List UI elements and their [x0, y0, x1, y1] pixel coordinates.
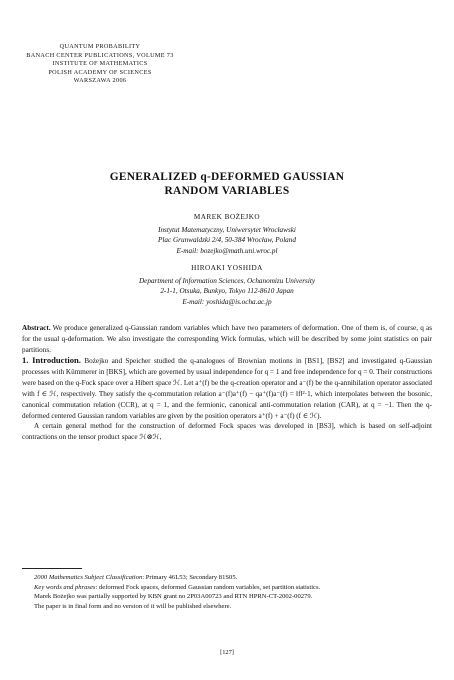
- author-block-1: [0, 212, 454, 256]
- footnote-rule: [22, 568, 82, 569]
- footnote-final: The paper is in final form and no version of it will be published elsewhere.: [34, 602, 232, 610]
- body-paragraph: A certain general method for the construction of deformed Fock spaces was developed in [BS3], which is based on self-adjoint contractions on the tensor product space ℋ⊗ℋ,: [22, 422, 432, 442]
- author-email: E-mail: bozejko@math.uni.wroc.pl: [176, 246, 278, 255]
- author-address: Plac Grunwaldzki 2/4, 50-384 Wrocław, Poland: [158, 236, 296, 245]
- footnote-keywords-text: : deformed Fock spaces, deformed Gaussian random variables, set partition statistics.: [95, 583, 321, 591]
- title-line-1: GENERALIZED q-DEFORMED GAUSSIAN: [109, 171, 345, 183]
- footnotes: [22, 573, 432, 611]
- footnote-msc-label: 2000 Mathematics Subject Classification: [34, 574, 143, 581]
- author-name: MAREK BOŻEJKO: [193, 213, 261, 221]
- paper-title: [0, 170, 454, 198]
- series-line: INSTITUTE OF MATHEMATICS: [52, 60, 148, 68]
- footnote-support: Marek Bożejko was partially supported by KBN grant no 2P03A00723 and RTN HPRN-CT-2002-00279.: [34, 593, 313, 601]
- series-line: WARSZAWA 2006: [73, 77, 127, 85]
- series-line: QUANTUM PROBABILITY: [59, 43, 141, 50]
- footnote-keywords: [22, 583, 432, 593]
- title-line-2: RANDOM VARIABLES: [164, 185, 290, 197]
- author-block-2: [0, 263, 454, 307]
- author-name: HIROAKI YOSHIDA: [191, 264, 263, 272]
- series-line: BANACH CENTER PUBLICATIONS, VOLUME 73: [26, 51, 174, 59]
- page-number: [127]: [220, 649, 234, 656]
- section-heading: 1. Introduction.: [22, 355, 81, 365]
- author-affiliation: Instytut Matematyczny, Uniwersytet Wrocławski: [158, 225, 296, 234]
- footnote-msc: [22, 573, 432, 583]
- abstract-text: We produce generalized q-Gaussian random variables which have two parameters of deformation. One of them is, of course, q as for the usual q-deformation. We also investigate the corresponding Wick formulas, which will be described by some joint statistics on pair partitions.: [22, 324, 432, 354]
- author-email: E-mail: yoshida@is.ocha.ac.jp: [182, 297, 272, 306]
- abstract: [22, 323, 432, 356]
- footnote-msc-text: : Primary 46L53; Secondary 81S05.: [142, 574, 238, 581]
- author-address: 2-1-1, Otsuka, Bunkyo, Tokyo 112-8610 Japan: [160, 287, 294, 296]
- body-paragraph: Bożejko and Speicher studied the q-analogues of Brownian motions in [BS1], [BS2] and investigated q-Gaussian processes with Kümmerer in [BKS], which are governed by usual independence for q = 1 and free independence for q = 0. Their constructions were based on the q-Fock space over a Hibert space ℋ. Let a⁺(f) be the q-creation operator and a⁻(f) be the q-annihilation operator associated with f ∈ ℋ, respectively. They satisfy the q-commutation relation a⁻(f)a⁺(f) − qa⁺(f)a⁻(f) = ‖f‖²·1, which interpolates between the bosonic, canonical commutation relation (CCR), at q = 1, and the fermionic, canonical anti-commutation relation (CAR), at q = −1. Then the q-deformed centered Gaussian random variables are given by the position operators a⁺(f) + a⁻(f) (f ∈ ℋ).: [22, 357, 432, 420]
- section-introduction: [22, 355, 432, 443]
- series-header: [0, 43, 200, 86]
- footnote-keywords-label: Key words and phrases: [34, 583, 96, 591]
- abstract-label: Abstract.: [22, 324, 51, 332]
- author-affiliation: Department of Information Sciences, Ochanomizu University: [138, 276, 316, 285]
- series-line: POLISH ACADEMY OF SCIENCES: [48, 68, 152, 76]
